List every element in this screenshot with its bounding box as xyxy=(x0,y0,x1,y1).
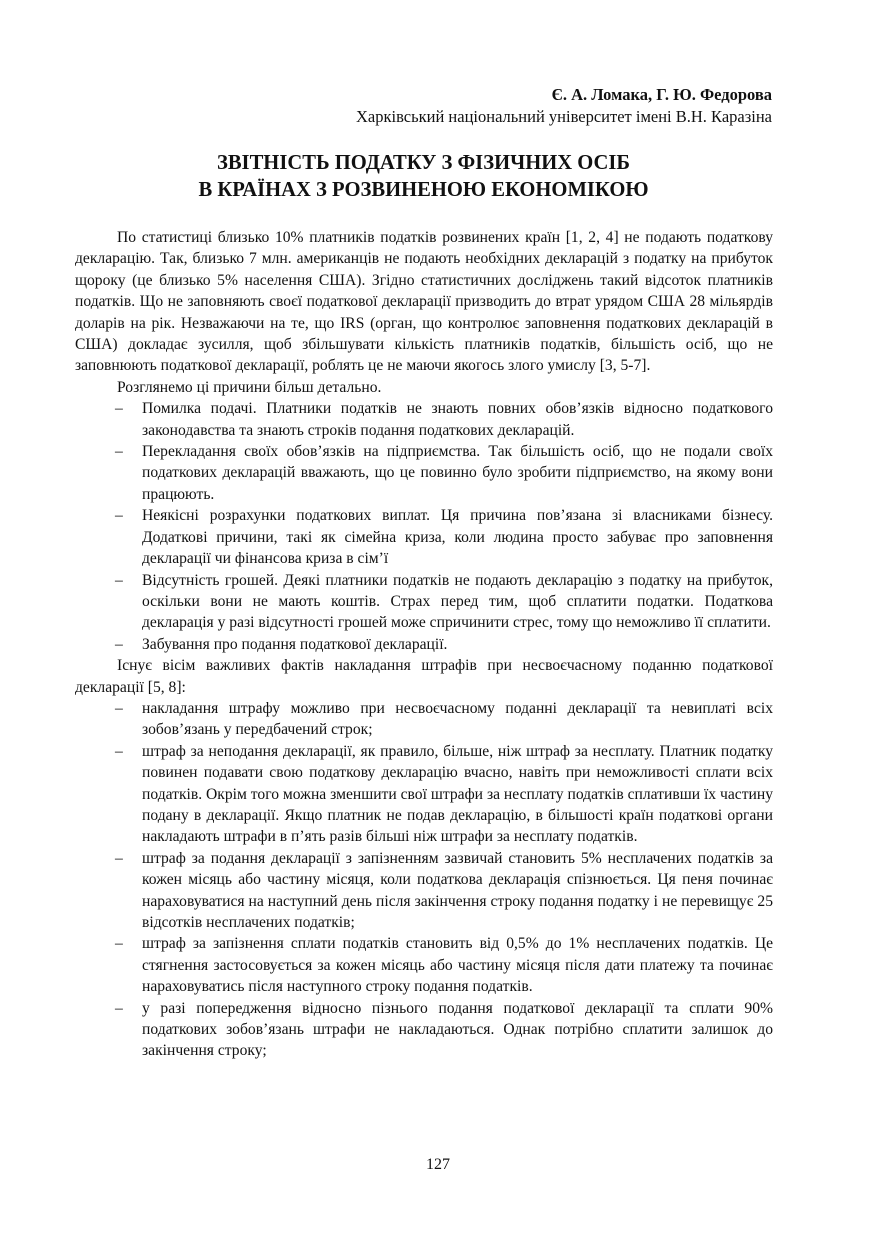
article-body xyxy=(75,227,773,1062)
title-line-2: В КРАЇНАХ З РОЗВИНЕНОЮ ЕКОНОМІКОЮ xyxy=(198,179,649,201)
list-item-text: Неякісні розрахунки податкових виплат. Ця причина пов’язана зі власниками бізнесу. Додаткові причини, такі як сімейна криза, коли людина просто забуває про заповнення декларації чи фінансова криза в сім’ї xyxy=(142,507,773,568)
list-item xyxy=(75,998,773,1062)
intro-paragraph: По статистиці близько 10% платників податків розвинених країн [1, 2, 4] не подають податкову декларацію. Так, близько 7 млн. американців не подають необхідних декларацій з податку на прибуток щороку (це близько 5% населення США). Згідно статистичних досліджень такий відсоток платників податків. Що не заповняють своєї податкової декларації призводить до втрат урядом США 28 мільярдів доларів на рік. Незважаючи на те, що IRS (орган, що контролює заповнення податкових декларацій в США) докладає зусилля, щоб збільшувати кількість платників податків, більшість осіб, що не заповнюють податкової декларації, роблять це не маючи якогось злого умислу [3, 5-7]. xyxy=(75,229,773,375)
list-item xyxy=(75,933,773,997)
dash-bullet: – xyxy=(115,635,123,653)
list-item xyxy=(75,570,773,634)
list-item-text: Перекладання своїх обов’язків на підприємства. Так більшість осіб, що не подали своїх податкових декларацій вважають, що це повинно було зробити підприємство, на якому вони працюють. xyxy=(142,443,773,503)
list-item xyxy=(75,634,773,655)
list-item-text: Помилка подачі. Платники податків не знають повних обов’язків відносно податкового законодавства та знають строків подання податкових декларацій. xyxy=(142,400,773,439)
dash-bullet: – xyxy=(115,571,123,589)
title-line-1: ЗВІТНІСТЬ ПОДАТКУ З ФІЗИЧНИХ ОСІБ xyxy=(216,152,631,174)
reasons-list xyxy=(75,398,773,655)
dash-bullet: – xyxy=(115,443,123,461)
dash-bullet: – xyxy=(115,400,123,418)
list-item-text: штраф за неподання декларації, як правило, більше, ніж штраф за несплату. Платник податку повинен подавати свою податкову декларацію вчасно, навіть при неможливості сплати всіх податків. Окрім того можна зменшити свої штрафи за несплату податків сплативши їх частину подану в декларації. Якщо платник не подав декларацію, в більшості країн податкові органи накладають штрафи в п’ять разів більші ніж штрафи за несплату податків. xyxy=(142,742,773,846)
list-item xyxy=(75,741,773,848)
affiliation: Харківський національний університет імені В.Н. Каразіна xyxy=(355,107,772,126)
page-number: 127 xyxy=(426,1156,450,1173)
list-item xyxy=(75,398,773,441)
dash-bullet: – xyxy=(115,742,123,760)
list-item xyxy=(75,441,773,505)
list-item xyxy=(75,698,773,741)
paper-title xyxy=(74,150,773,204)
dash-bullet: – xyxy=(115,507,123,525)
reasons-lead: Розглянемо ці причини більш детально. xyxy=(117,378,382,396)
penalties-list xyxy=(75,698,773,1062)
list-item-text: Відсутність грошей. Деякі платники податків не подають декларацію з податку на прибуток, оскільки вони не мають коштів. Страх перед тим, щоб сплатити податки. Податкова декларація у разі відсутності грошей може спричинити стрес, тому що неможливо її сплатити. xyxy=(142,571,773,632)
list-item-text: накладання штрафу можливо при несвоєчасному поданні декларації та невиплаті всіх зобов’язань у передбачений строк; xyxy=(142,699,773,739)
list-item xyxy=(75,505,773,569)
list-item-text: Забування про подання податкової декларації. xyxy=(142,635,448,653)
dash-bullet: – xyxy=(115,999,123,1017)
penalties-lead: Існує вісім важливих фактів накладання штрафів при несвоєчасному поданню податкової декларації [5, 8]: xyxy=(75,657,773,696)
list-item-text: штраф за запізнення сплати податків становить від 0,5% до 1% несплачених податків. Це стягнення застосовується за кожен місяць або частину місяця після дати платежу та починає нараховуватись після наступного строку подання податків. xyxy=(142,935,773,996)
authors: Є. А. Ломака, Г. Ю. Федорова xyxy=(551,85,772,104)
dash-bullet: – xyxy=(115,699,123,717)
list-item-text: штраф за подання декларації з запізненням зазвичай становить 5% несплачених податків за кожен місяць або частину місяця, коли податкова декларація спізнюється. Ця пеня починає нараховуватися на наступний день після закінчення строку подання податку і не перевищує 25 відсотків несплачених податків; xyxy=(142,849,773,931)
list-item-text: у разі попередження відносно пізнього подання податкової декларації та сплати 90% податкових зобов’язань штрафи не накладаються. Однак потрібно сплатити залишок до закінчення строку; xyxy=(142,999,773,1060)
dash-bullet: – xyxy=(115,849,123,867)
list-item xyxy=(75,848,773,934)
dash-bullet: – xyxy=(115,935,123,953)
